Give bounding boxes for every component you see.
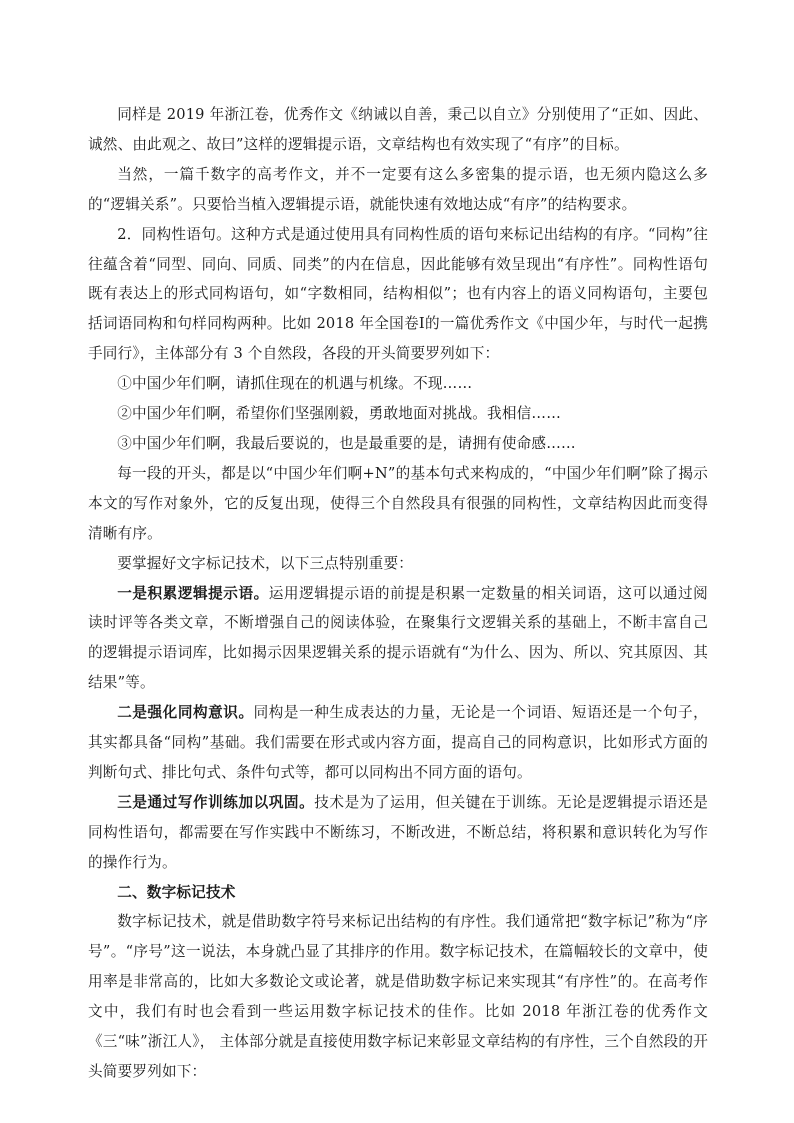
point-lead: 三是通过写作训练加以巩固。 <box>117 793 315 811</box>
paragraph: 当然，一篇千数字的高考作文，并不一定要有这么多密集的提示语，也无须内隐这么多的“逻辑关系”。只要恰当植入逻辑提示语，就能快速有效地达成“有序”的结构要求。 <box>88 165 708 213</box>
list-item: ②中国少年们啊，希望你们坚强刚毅，勇敢地面对挑战。我相信…… <box>117 405 562 423</box>
list-item: ①中国少年们啊，请抓住现在的机遇与机缘。不现…… <box>117 375 473 393</box>
point-lead: 一是积累逻辑提示语。 <box>117 584 269 602</box>
point-paragraph <box>88 788 708 878</box>
paragraph: 每一段的开头，都是以“中国少年们啊+N”的基本句式来构成的，“中国少年们啊”除了揭示本文的写作对象外，它的反复出现，使得三个自然段具有很强的同构性，文章结构因此而变得清晰有序。 <box>88 464 708 542</box>
paragraph: 同样是 2019 年浙江卷，优秀作文《纳诫以自善，秉己以自立》分别使用了“正如、因此、诚然、由此观之、故曰”这样的逻辑提示语，文章结构也有效实现了“有序”的目标。 <box>88 106 708 153</box>
point-text: 运用逻辑提示语的前提是积累一定数量的相关词语，这可以通过阅读时评等各类文章，不断增强自己的阅读体验，在聚集行文逻辑关系的基础上，不断丰富自己的逻辑提示语词库，比如揭示因果逻辑关系的提示语就有“为什么、因为、所以、究其原因、其结果”等。 <box>88 584 708 692</box>
point-lead: 二是强化同构意识。 <box>117 704 254 722</box>
paragraph: 要掌握好文字标记技术，以下三点特别重要： <box>117 554 414 572</box>
point-paragraph <box>88 579 708 699</box>
point-paragraph <box>88 698 708 788</box>
list-item: ③中国少年们啊，我最后要说的，也是最重要的是，请拥有使命感…… <box>117 434 576 452</box>
document-body <box>88 100 708 1087</box>
point-text: 技术是为了运用，但关键在于训练。无论是逻辑提示语还是同构性语句，都需要在写作实践中不断练习，不断改进，不断总结，将积累和意识转化为写作的操作行为。 <box>88 793 708 871</box>
paragraph: 数字标记技术，就是借助数字符号来标记出结构的有序性。我们通常把“数字标记”称为“序号”。“序号”这一说法，本身就凸显了其排序的作用。数字标记技术，在篇幅较长的文章中，使用率是非常高的，比如大多数论文或论著，就是借助数字标记来实现其“有序性”的。在高考作文中，我们有时也会看到一些运用数字标记技术的佳作。比如 2018 年浙江卷的优秀作文《三“味”浙江人》， 主体部分就是直接使用数字标记来彰显文章结构的有序性，三个自然段的开头简要罗列如下： <box>88 913 708 1080</box>
paragraph: 2．同构性语句。这种方式是通过使用具有同构性质的语句来标记出结构的有序。“同构”往往蕴含着“同型、同向、同质、同类”的内在信息，因此能够有效呈现出“有序性”。同构性语句既有表达上的形式同构语句，如“字数相同，结构相似”；也有内容上的语义同构语句，主要包括词语同构和句样同构两种。比如 2018 年全国卷Ⅰ的一篇优秀作文《中国少年，与时代一起携手同行》，主体部分有 3 个自然段，各段的开头简要罗列如下： <box>88 225 708 363</box>
point-text: 同构是一种生成表达的力量，无论是一个词语、短语还是一个句子，其实都具备“同构”基础。我们需要在形式或内容方面，提高自己的同构意识，比如形式方面的判断句式、排比句式、条件句式等，都可以同构出不同方面的语句。 <box>88 704 708 781</box>
section-heading: 二、数字标记技术 <box>117 883 236 901</box>
